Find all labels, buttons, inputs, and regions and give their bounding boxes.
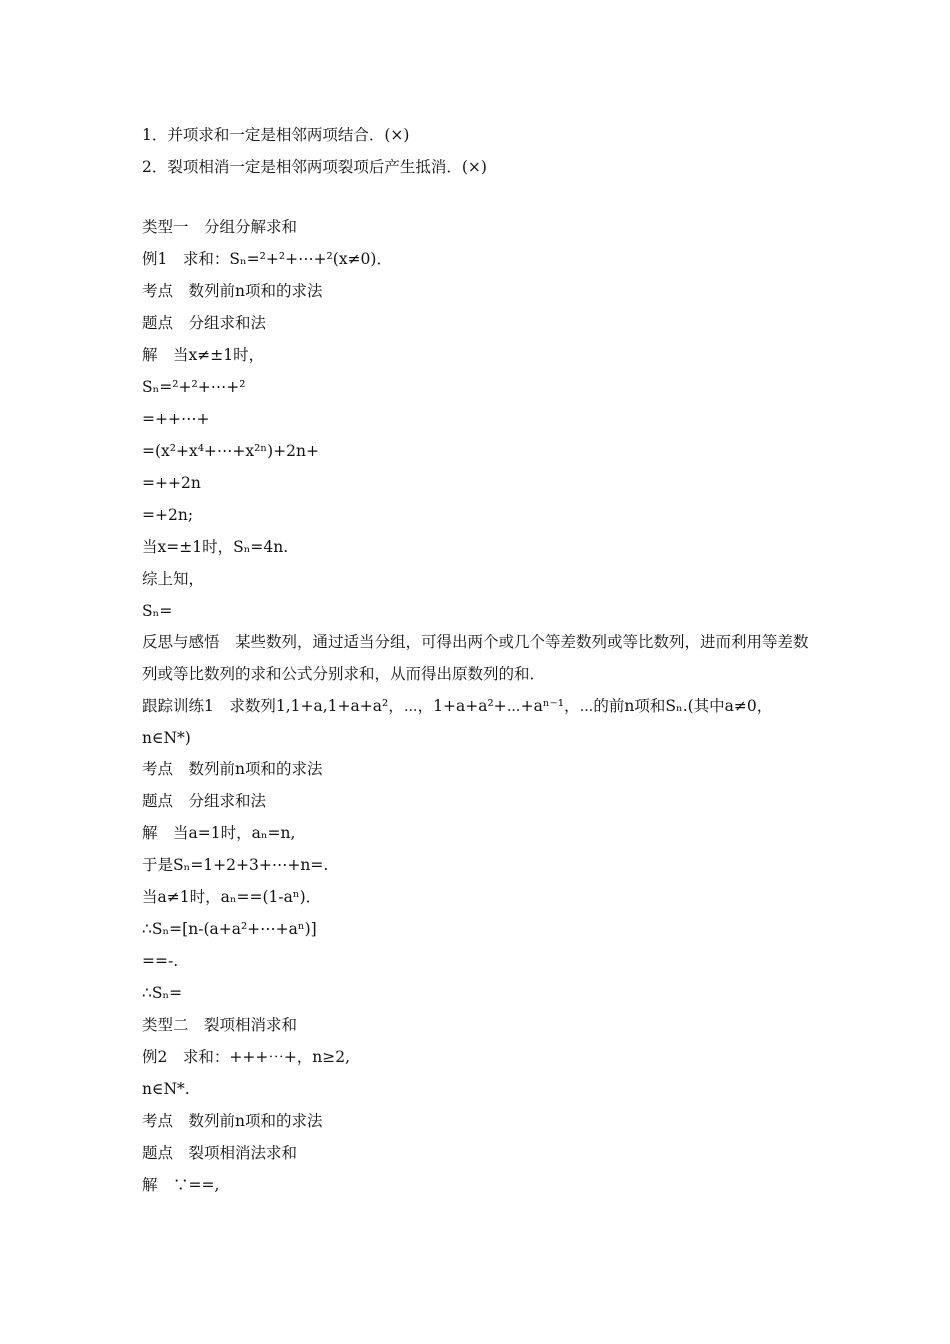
equation-line: ∴Sₙ= bbox=[142, 984, 183, 1002]
equation-line: =(x²+x⁴+⋯+x²ⁿ)+2n+ bbox=[142, 442, 319, 460]
solution-line: 解 ∵==, bbox=[142, 1176, 220, 1194]
statement-1: 1．并项求和一定是相邻两项结合．(×) bbox=[142, 126, 410, 144]
subtopic-label: 题点 分组求和法 bbox=[142, 314, 267, 332]
solution-line: 综上知， bbox=[142, 570, 205, 588]
subtopic-label: 题点 裂项相消法求和 bbox=[142, 1144, 298, 1162]
equation-line: =++2n bbox=[142, 474, 201, 492]
section-heading-2: 类型二 裂项相消求和 bbox=[142, 1016, 298, 1034]
section-heading-1: 类型一 分组分解求和 bbox=[142, 218, 298, 236]
equation-line: ==-. bbox=[142, 952, 179, 970]
reflection-paragraph: 反思与感悟 某些数列，通过适当分组，可得出两个或几个等差数列或等比数列，进而利用等差数列或等比数列的求和公式分别求和，从而得出原数列的和． bbox=[142, 633, 809, 683]
equation-line: =++⋯+ bbox=[142, 410, 210, 428]
example-2-continued: n∈N*. bbox=[142, 1080, 190, 1098]
solution-line: 解 当a=1时，aₙ=n, bbox=[142, 824, 296, 842]
equation-line: Sₙ=²+²+⋯+² bbox=[142, 378, 246, 396]
example-2: 例2 求和：+++⋯+，n≥2, bbox=[142, 1048, 351, 1066]
solution-line: 当x=±1时，Sₙ=4n. bbox=[142, 538, 289, 556]
statement-2: 2．裂项相消一定是相邻两项裂项后产生抵消．(×) bbox=[142, 158, 487, 176]
solution-line: 解 当x≠±1时， bbox=[142, 346, 265, 364]
topic-label: 考点 数列前n项和的求法 bbox=[142, 760, 323, 778]
equation-line: ∴Sₙ=[n-(a+a²+⋯+aⁿ)] bbox=[142, 920, 317, 938]
subtopic-label: 题点 分组求和法 bbox=[142, 792, 267, 810]
topic-label: 考点 数列前n项和的求法 bbox=[142, 1112, 323, 1130]
equation-line: =+2n; bbox=[142, 506, 194, 524]
topic-label: 考点 数列前n项和的求法 bbox=[142, 282, 323, 300]
example-1: 例1 求和：Sₙ=²+²+⋯+²(x≠0)． bbox=[142, 250, 392, 268]
practice-1: 跟踪训练1 求数列1,1+a,1+a+a²，⋯，1+a+a²+⋯+aⁿ⁻¹，⋯的前n项和Sₙ.(其中a≠0，n∈N*) bbox=[142, 697, 773, 747]
equation-line: Sₙ= bbox=[142, 602, 173, 620]
solution-line: 于是Sₙ=1+2+3+⋯+n=. bbox=[142, 856, 329, 874]
solution-line: 当a≠1时，aₙ==(1-aⁿ)． bbox=[142, 888, 322, 906]
